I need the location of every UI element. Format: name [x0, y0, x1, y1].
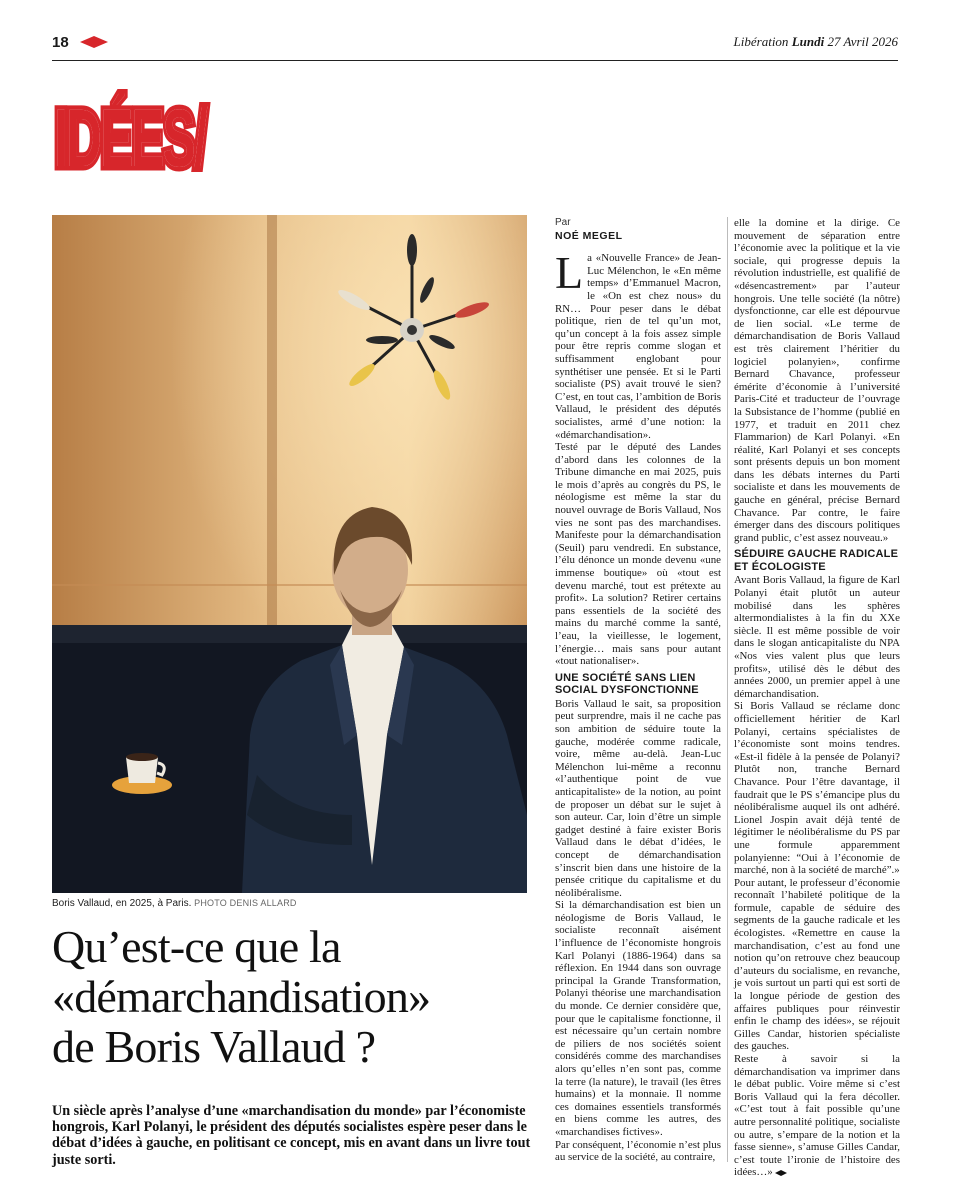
headline-line-3: de Boris Vallaud ?: [52, 1021, 376, 1072]
headline: [52, 922, 532, 1072]
rubric-label: IDÉES/: [54, 93, 208, 174]
byline-author: NOÉ MEGEL: [555, 229, 623, 242]
page-number: 18: [52, 34, 69, 51]
subheading-1: UNE SOCIÉTÉ SANS LIEN SOCIAL DYSFONCTIONNE: [555, 671, 699, 697]
publication-name: Libération: [733, 34, 789, 49]
photo-illustration: [52, 215, 527, 893]
caption-text: Boris Vallaud, en 2025, à Paris.: [52, 898, 192, 909]
article-photo: [52, 215, 527, 893]
paragraph-4: Si la démarchandisation est bien un néologisme de Boris Vallaud, le socialiste reconnaît aisément l’influence de l’économiste hongrois Karl Polanyi (1886-1964) dans sa réflexion. En 1944 dans son ouvrage principal la Grande Transformation, Polanyi théorise une marchandisation du monde. Ce dernier considère que, pour que le capitalisme fonctionne, il est nécessaire qu’un certain nombre de piliers de nos sociétés soient considérés comme des marchandises alors qu’elles n’en sont pas, comme la terre (la nature), le travail (les êtres humains) et la monnaie. Il nomme ces domaines essentiels transformés en biens comme les autres, des «marchandises fictives».: [555, 899, 721, 1138]
paragraph-1: [555, 247, 721, 441]
masthead: [734, 34, 898, 50]
paragraph-2: Testé par le député des Landes d’abord dans les colonnes de la Tribune dimanche en mai 2025, puis le mois d’après au congrès du PS, le néologisme est même la star du nouvel ouvrage de Boris Vallaud, Nos vies ne sont pas des marchandises. Manifeste pour la démarchandisation (Seuil) paru vendredi. En substance, l’élu dénonce un monde devenu «une immense boutique» où «tout est devenu marché, tout est prétexte au profit». La solution? Retirer certains pans essentiels de la société des mains du marché comme la santé, l’eau, la vieillesse, le logement, l’énergie… mais sans pour autant «tout nationaliser».: [555, 441, 721, 668]
byline-prefix: Par: [555, 217, 571, 228]
paragraph-1-text: a «Nouvelle France» de Jean-Luc Mélenchon, le «En même temps» d’Emmanuel Macron, le «On est chez nous» du RN… Pour peser dans le débat politique, rien de tel qu’un mot, qu’un concept à la fois assez simple pour être repris comme slogan et suffisamment englobant pour synthétiser une pensée. Et si le Parti socialiste (PS) avait trouvé le sien? C’est, en tout cas, l’ambition de Boris Vallaud, le président des députés socialistes, armé d’une notion: la «démarchandisation».: [555, 252, 721, 441]
photo-credit: PHOTO DENIS ALLARD: [194, 898, 297, 908]
day: Lundi: [791, 34, 825, 49]
article-column-1: [555, 217, 721, 1164]
drop-cap: L: [555, 247, 584, 299]
rubric-idees: [52, 82, 212, 174]
photo-caption: [52, 898, 297, 909]
standfirst: Un siècle après l’analyse d’une «marchandisation du monde» par l’économiste hongrois, Karl Polanyi, le président des députés socialistes espère peser dans le débat d’idées à gauche, en politisant ce concept, mis en avant dans un livre tout juste sorti.: [52, 1103, 531, 1168]
paragraph-6: elle la domine et la dirige. Ce mouvement de séparation entre l’économie avec la politique et la vie sociale, qui progresse depuis la révolution industrielle, est qualifié de «désencastrement» par l’auteur hongrois. Une telle société (la nôtre) dysfonctionne, car elle est dépourvue de lien social. «Le terme de démarchandisation de Boris Vallaud est très clairement l’héritier du logiciel polanyien», confirme Bernard Chavance, professeur émérite d’économie à l’université Paris-Cité et traducteur de l’ouvrage la Subsistance de l’homme (publié en 1977, et traduit en 2011 chez Flammarion) de Karl Polanyi. «En réalité, Karl Polanyi et ses concepts sont présents depuis un bon moment dans les débats internes du Parti socialiste et dans les mouvements de gauche en général, précise Bernard Chavance. Par contre, le faire émerger dans des discours politiques grand public, c’est assez nouveau.»: [734, 217, 900, 544]
paragraph-10-text: Reste à savoir si la démarchandisation va imprimer dans le débat public. Voire même si c’est Boris Vallaud qui la fera décoller. «C’est tout à fait possible qu’une autre personnalité politique, socialiste ou autre, s’empare de la notion et la fasse sienne», s’amuse Gilles Candar, c’est toute l’ironie de l’histoire des idées…»: [734, 1053, 900, 1179]
paragraph-8: Si Boris Vallaud se réclame donc officiellement héritier de Karl Polanyi, certains spécialistes de l’économiste sont moins tendres. «Est-il fidèle à la pensée de Polanyi? Plutôt non, tranche Bernard Chavance. Pour l’être davantage, il faudrait que le PS s’émancipe plus du néolibéralisme auquel ils ont adhéré. Lionel Jospin avait déjà tenté de légitimer le néolibéralisme du PS par une formule apparemment polanyienne: “Oui à l’économie de marché, non à la société de marché”.»: [734, 700, 900, 877]
date: 27 Avril 2026: [827, 34, 898, 49]
article-column-2: [734, 217, 900, 1179]
rubric-label-fill: IDÉES/: [54, 93, 208, 174]
paragraph-3: Boris Vallaud le sait, sa proposition peut surprendre, mais il ne cache pas son ambition de séduire toute la gauche, modérée comme radicale, voire, même au-delà. Jean-Luc Mélenchon lui-même a reconnu «l’authentique point de vue anticapitaliste» de la notion, au point de proposer un débat sur le sujet à son auteur. Car, loin d’être un simple gadget destiné à faire exister Boris Vallaud dans le débat d’idées, le concept de démarchandisation s’inscrit bien dans une histoire de la pensée critique du capitalisme et du néolibéralisme.: [555, 697, 721, 899]
headline-line-1: Qu’est-ce que la: [52, 921, 341, 972]
top-rule: [52, 60, 898, 61]
paragraph-10: [734, 1053, 900, 1179]
liberation-diamond-icon: [80, 36, 108, 48]
paragraph-5: Par conséquent, l’économie n’est plus au service de la société, au contraire,: [555, 1138, 721, 1164]
column-rule: [727, 217, 728, 1162]
paragraph-9: Pour autant, le professeur d’économie reconnaît l’habileté politique de la formule, capable de séduire des segments de la gauche radicale et les écologistes. «Remettre en cause la marchandisation, c’est au fond une notion qu’on retrouve chez beaucoup d’auteurs du socialisme, en revanche, je vois surtout un parti qui est sorti de la longue période de gestion des affaires publiques pour réinvestir enfin le champ des idées», se réjouit Gilles Candar, historien spécialiste des gauches.: [734, 876, 900, 1053]
end-diamond-icon: [775, 1170, 787, 1176]
paragraph-7: Avant Boris Vallaud, la figure de Karl Polanyi était plutôt un auteur mobilisé dans les sphères altermondialistes à la fin du XXe siècle. Il est même possible de voir dans le slogan anticapitaliste du NPA «Nos vies valent plus que leurs profits», utilisé dès le début des années 2000, un premier appel à une démarchandisation.: [734, 574, 900, 700]
headline-line-2: «démarchandisation»: [52, 971, 431, 1022]
subheading-2: SÉDUIRE GAUCHE RADICALE ET ÉCOLOGISTE: [734, 548, 899, 573]
